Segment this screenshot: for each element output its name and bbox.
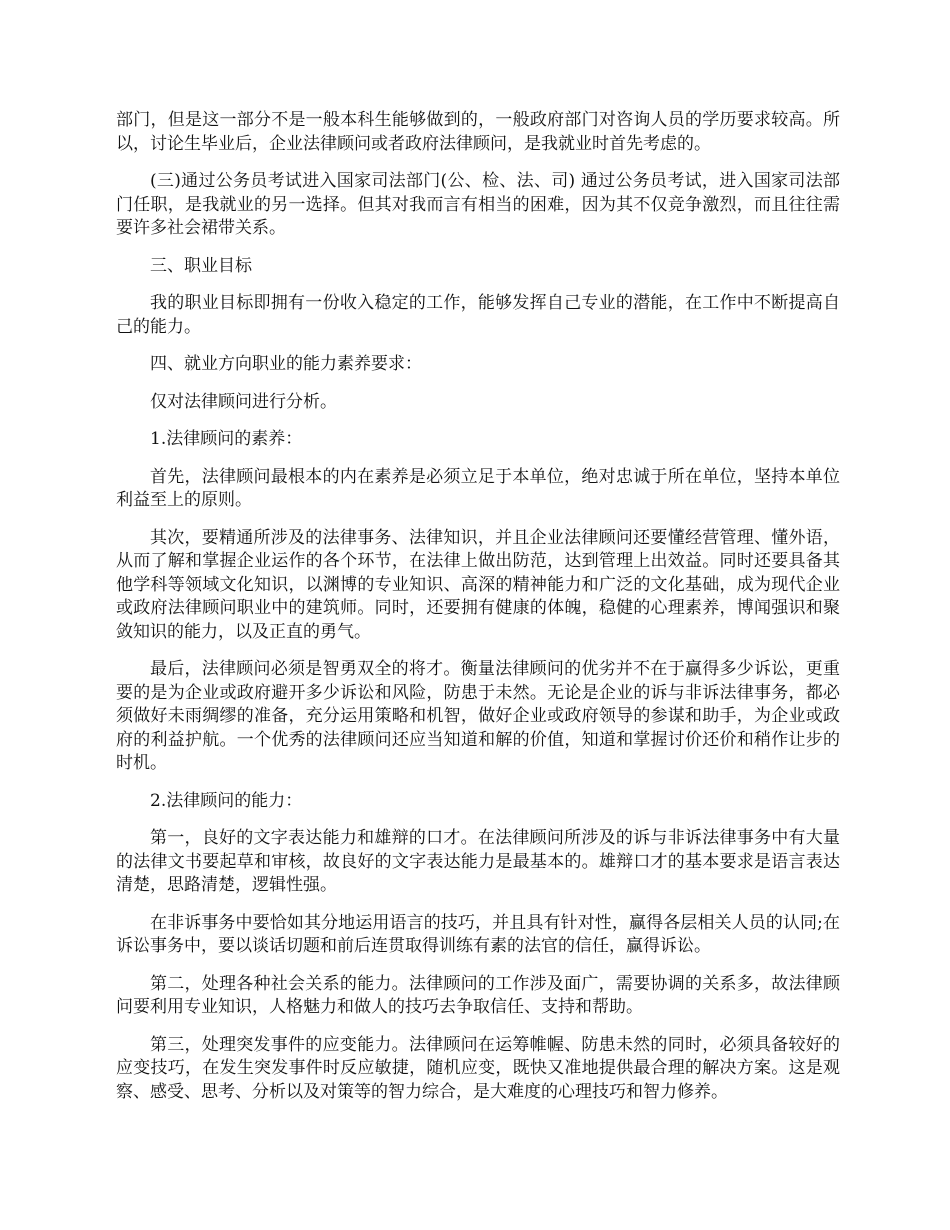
paragraph-10: 最后，法律顾问必须是智勇双全的将才。衡量法律顾问的优劣并不在于赢得多少诉讼，更重要的是为企业或政府避开多少诉讼和风险，防患于未然。无论是企业的诉与非诉法律事务，都必须做好未雨绸缪的准备，充分运用策略和机智，做好企业或政府领导的参谋和助手，为企业或政府的利益护航。一个优秀的法律顾问还应当知道和解的价值，知道和掌握讨价还价和稍作让步的时机。 — [116, 659, 840, 773]
paragraph-1: 部门，但是这一部分不是一般本科生能够做到的，一般政府部门对咨询人员的学历要求较高。所以，讨论生毕业后，企业法律顾问或者政府法律顾问，是我就业时首先考虑的。 — [116, 110, 840, 154]
paragraph-15: 第三，处理突发事件的应变能力。法律顾问在运筹帷幄、防患未然的同时，必须具备较好的应变技巧，在发生突发事件时反应敏捷，随机应变，既快又准地提供最合理的解决方案。这是观察、感受、思考、分析以及对策等的智力综合，是大难度的心理技巧和智力修养。 — [116, 1034, 840, 1102]
paragraph-2: (三)通过公务员考试进入国家司法部门(公、检、法、司) 通过公务员考试，进入国家司法部门任职，是我就业的另一选择。但其对我而言有相当的困难，因为其不仅竞争激烈，而且往往需要许多社会裙带关系。 — [116, 171, 840, 238]
subheading-literacy: 1.法律顾问的素养： — [150, 429, 303, 449]
paragraph-12: 第一，良好的文字表达能力和雄辩的口才。在法律顾问所涉及的诉与非诉法律事务中有大量的法律文书要起草和审核，故良好的文字表达能力是最基本的。雄辩口才的基本要求是语言表达清楚，思路清楚，逻辑性强。 — [116, 828, 840, 895]
document-page — [116, 109, 840, 1118]
paragraph-9: 其次，要精通所涉及的法律事务、法律知识，并且企业法律顾问还要懂经营管理、懂外语，从而了解和掌握企业运作的各个环节，在法律上做出防范，达到管理上出效益。同时还要具备其他学科等领域文化知识，以渊博的专业知识、高深的精神能力和广泛的文化基础，成为现代企业或政府法律顾问职业中的建筑师。同时，还要拥有健康的体魄，稳健的心理素养，博闻强识和聚敛知识的能力，以及正直的勇气。 — [116, 527, 840, 642]
section-heading-career-goal: 三、职业目标 — [150, 255, 252, 276]
paragraph-14: 第二，处理各种社会关系的能力。法律顾问的工作涉及面广，需要协调的关系多，故法律顾问要利用专业知识，人格魅力和做人的技巧去争取信任、支持和帮助。 — [116, 973, 840, 1017]
section-heading-competency: 四、就业方向职业的能力素养要求： — [150, 354, 422, 374]
paragraph-6: 仅对法律顾问进行分析。 — [150, 391, 337, 412]
paragraph-4: 我的职业目标即拥有一份收入稳定的工作，能够发挥自己专业的潜能，在工作中不断提高自己的能力。 — [116, 293, 840, 337]
paragraph-13: 在非诉事务中要恰如其分地运用语言的技巧，并且具有针对性，赢得各层相关人员的认同;在诉讼事务中，要以谈话切题和前后连贯取得训练有素的法官的信任，赢得诉讼。 — [116, 912, 840, 956]
subheading-ability: 2.法律顾问的能力： — [150, 790, 303, 811]
paragraph-8: 首先，法律顾问最根本的内在素养是必须立足于本单位，绝对忠诚于所在单位，坚持本单位利益至上的原则。 — [116, 466, 840, 510]
